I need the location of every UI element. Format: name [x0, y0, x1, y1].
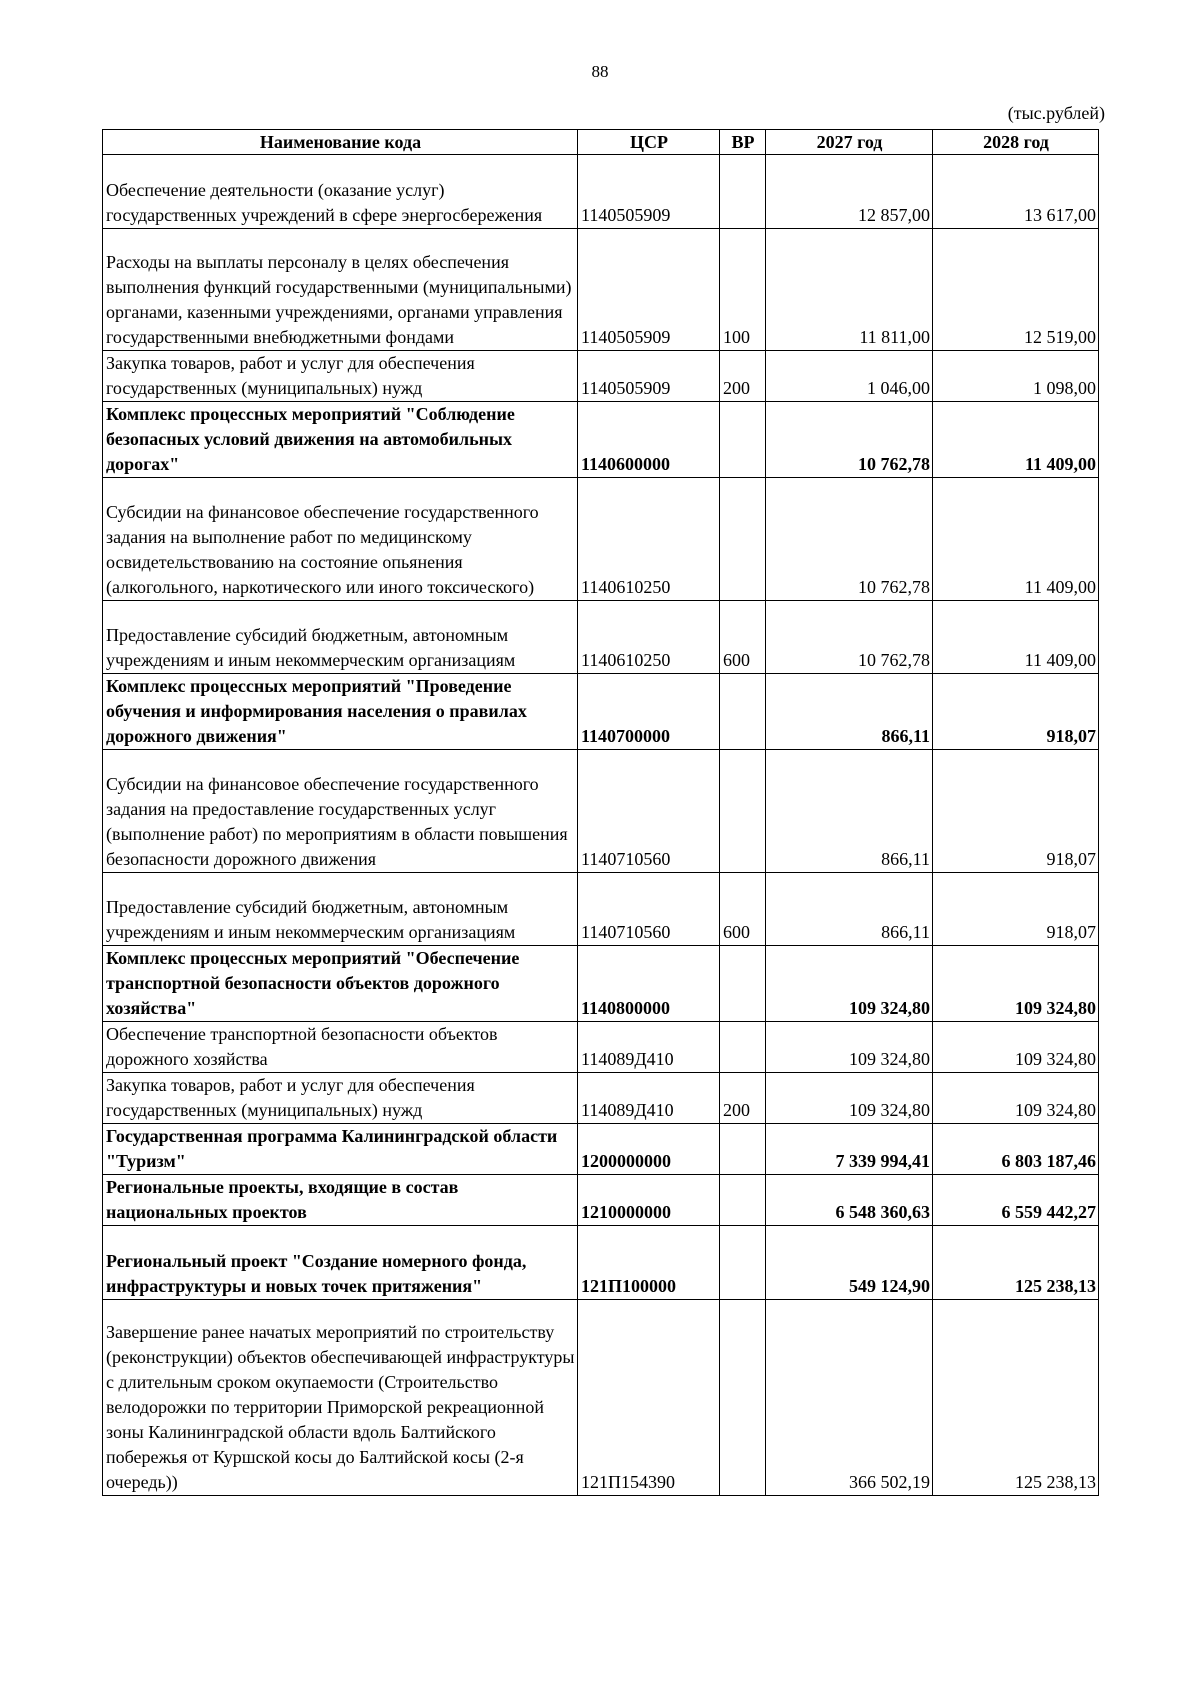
row-name: Региональные проекты, входящие в состав национальных проектов	[103, 1175, 578, 1226]
row-name: Расходы на выплаты персоналу в целях обеспечения выполнения функций государственными (муниципальными) органами, казенными учреждениями, органами управления государственными внебюджетными фондами	[103, 228, 578, 351]
row-amount-2027: 10 762,78	[766, 600, 933, 674]
row-amount-2028: 11 409,00	[933, 402, 1099, 478]
table-row	[103, 402, 1099, 478]
row-name: Государственная программа Калининградской области "Туризм"	[103, 1124, 578, 1175]
row-amount-2027: 1 046,00	[766, 351, 933, 402]
row-name: Завершение ранее начатых мероприятий по строительству (реконструкции) объектов обеспечивающей инфраструктуры с длительным сроком окупаемости (Строительство велодорожки по территории Приморской рекреационной зоны Калининградской области вдоль Балтийского побережья от Куршской косы до Балтийской косы (2-я очередь))	[103, 1299, 578, 1495]
row-name: Закупка товаров, работ и услуг для обеспечения государственных (муниципальных) нужд	[103, 351, 578, 402]
row-amount-2027: 10 762,78	[766, 402, 933, 478]
row-name: Предоставление субсидий бюджетным, автономным учреждениям и иным некоммерческим организациям	[103, 872, 578, 946]
row-amount-2027: 6 548 360,63	[766, 1175, 933, 1226]
table-row	[103, 351, 1099, 402]
row-amount-2027: 866,11	[766, 674, 933, 750]
row-name: Региональный проект "Создание номерного фонда, инфраструктуры и новых точек притяжения"	[103, 1226, 578, 1300]
row-name: Обеспечение транспортной безопасности объектов дорожного хозяйства	[103, 1022, 578, 1073]
header-name: Наименование кода	[103, 130, 578, 155]
row-amount-2028: 13 617,00	[933, 155, 1099, 229]
row-amount-2028: 918,07	[933, 750, 1099, 873]
table-row	[103, 1175, 1099, 1226]
row-csr-code: 1140505909	[578, 228, 720, 351]
row-vr-code: 100	[720, 228, 766, 351]
row-amount-2028: 12 519,00	[933, 228, 1099, 351]
row-amount-2027: 866,11	[766, 872, 933, 946]
row-amount-2027: 12 857,00	[766, 155, 933, 229]
row-csr-code: 121П154390	[578, 1299, 720, 1495]
row-vr-code	[720, 1226, 766, 1300]
row-amount-2028: 918,07	[933, 674, 1099, 750]
table-row	[103, 872, 1099, 946]
table-row	[103, 946, 1099, 1022]
row-amount-2028: 918,07	[933, 872, 1099, 946]
row-vr-code	[720, 1124, 766, 1175]
row-name: Комплекс процессных мероприятий "Соблюдение безопасных условий движения на автомобильных дорогах"	[103, 402, 578, 478]
table-row	[103, 1124, 1099, 1175]
row-amount-2027: 866,11	[766, 750, 933, 873]
row-vr-code: 600	[720, 600, 766, 674]
row-name: Предоставление субсидий бюджетным, автономным учреждениям и иным некоммерческим организациям	[103, 600, 578, 674]
row-csr-code: 1140505909	[578, 351, 720, 402]
row-csr-code: 1140800000	[578, 946, 720, 1022]
row-amount-2028: 6 803 187,46	[933, 1124, 1099, 1175]
row-csr-code: 1140600000	[578, 402, 720, 478]
row-name: Субсидии на финансовое обеспечение государственного задания на выполнение работ по медицинскому освидетельствованию на состояние опьянения (алкогольного, наркотического или иного токсического)	[103, 478, 578, 601]
row-vr-code	[720, 946, 766, 1022]
row-csr-code: 1140710560	[578, 750, 720, 873]
header-csr: ЦСР	[578, 130, 720, 155]
row-csr-code: 1140700000	[578, 674, 720, 750]
row-csr-code: 1210000000	[578, 1175, 720, 1226]
table-body	[103, 155, 1099, 1496]
row-csr-code: 1140610250	[578, 600, 720, 674]
table-header	[103, 130, 1099, 155]
row-vr-code	[720, 1022, 766, 1073]
row-amount-2027: 109 324,80	[766, 946, 933, 1022]
table-row	[103, 1299, 1099, 1495]
row-csr-code: 1140610250	[578, 478, 720, 601]
header-2027: 2027 год	[766, 130, 933, 155]
row-vr-code	[720, 402, 766, 478]
table-row	[103, 228, 1099, 351]
row-amount-2027: 109 324,80	[766, 1022, 933, 1073]
table-row	[103, 600, 1099, 674]
row-csr-code: 121П100000	[578, 1226, 720, 1300]
row-name: Комплекс процессных мероприятий "Обеспечение транспортной безопасности объектов дорожного хозяйства"	[103, 946, 578, 1022]
table-row	[103, 750, 1099, 873]
row-vr-code	[720, 155, 766, 229]
row-amount-2028: 11 409,00	[933, 600, 1099, 674]
row-vr-code: 200	[720, 1073, 766, 1124]
table-row	[103, 155, 1099, 229]
budget-table	[102, 129, 1099, 1496]
row-name: Комплекс процессных мероприятий "Проведение обучения и информирования населения о правилах дорожного движения"	[103, 674, 578, 750]
row-vr-code	[720, 1175, 766, 1226]
row-vr-code	[720, 750, 766, 873]
row-amount-2027: 109 324,80	[766, 1073, 933, 1124]
row-csr-code: 1140505909	[578, 155, 720, 229]
table-row	[103, 1226, 1099, 1300]
row-csr-code: 114089Д410	[578, 1022, 720, 1073]
row-vr-code	[720, 478, 766, 601]
row-amount-2027: 549 124,90	[766, 1226, 933, 1300]
row-amount-2028: 125 238,13	[933, 1299, 1099, 1495]
row-amount-2028: 109 324,80	[933, 1022, 1099, 1073]
row-name: Субсидии на финансовое обеспечение государственного задания на предоставление государственных услуг (выполнение работ) по мероприятиям в области повышения безопасности дорожного движения	[103, 750, 578, 873]
row-csr-code: 114089Д410	[578, 1073, 720, 1124]
row-amount-2027: 11 811,00	[766, 228, 933, 351]
row-amount-2028: 6 559 442,27	[933, 1175, 1099, 1226]
row-amount-2027: 10 762,78	[766, 478, 933, 601]
table-row	[103, 478, 1099, 601]
table-row	[103, 1073, 1099, 1124]
row-amount-2028: 109 324,80	[933, 946, 1099, 1022]
row-vr-code: 600	[720, 872, 766, 946]
row-amount-2028: 11 409,00	[933, 478, 1099, 601]
row-amount-2027: 366 502,19	[766, 1299, 933, 1495]
row-vr-code	[720, 1299, 766, 1495]
row-amount-2028: 125 238,13	[933, 1226, 1099, 1300]
row-vr-code: 200	[720, 351, 766, 402]
row-name: Обеспечение деятельности (оказание услуг) государственных учреждений в сфере энергосбережения	[103, 155, 578, 229]
row-amount-2028: 1 098,00	[933, 351, 1099, 402]
row-name: Закупка товаров, работ и услуг для обеспечения государственных (муниципальных) нужд	[103, 1073, 578, 1124]
row-amount-2028: 109 324,80	[933, 1073, 1099, 1124]
row-csr-code: 1200000000	[578, 1124, 720, 1175]
unit-note: (тыс.рублей)	[1007, 103, 1105, 123]
row-csr-code: 1140710560	[578, 872, 720, 946]
header-2028: 2028 год	[933, 130, 1099, 155]
row-amount-2027: 7 339 994,41	[766, 1124, 933, 1175]
row-vr-code	[720, 674, 766, 750]
table-row	[103, 674, 1099, 750]
header-vr: ВР	[720, 130, 766, 155]
table-row	[103, 1022, 1099, 1073]
page-number: 88	[591, 62, 609, 81]
